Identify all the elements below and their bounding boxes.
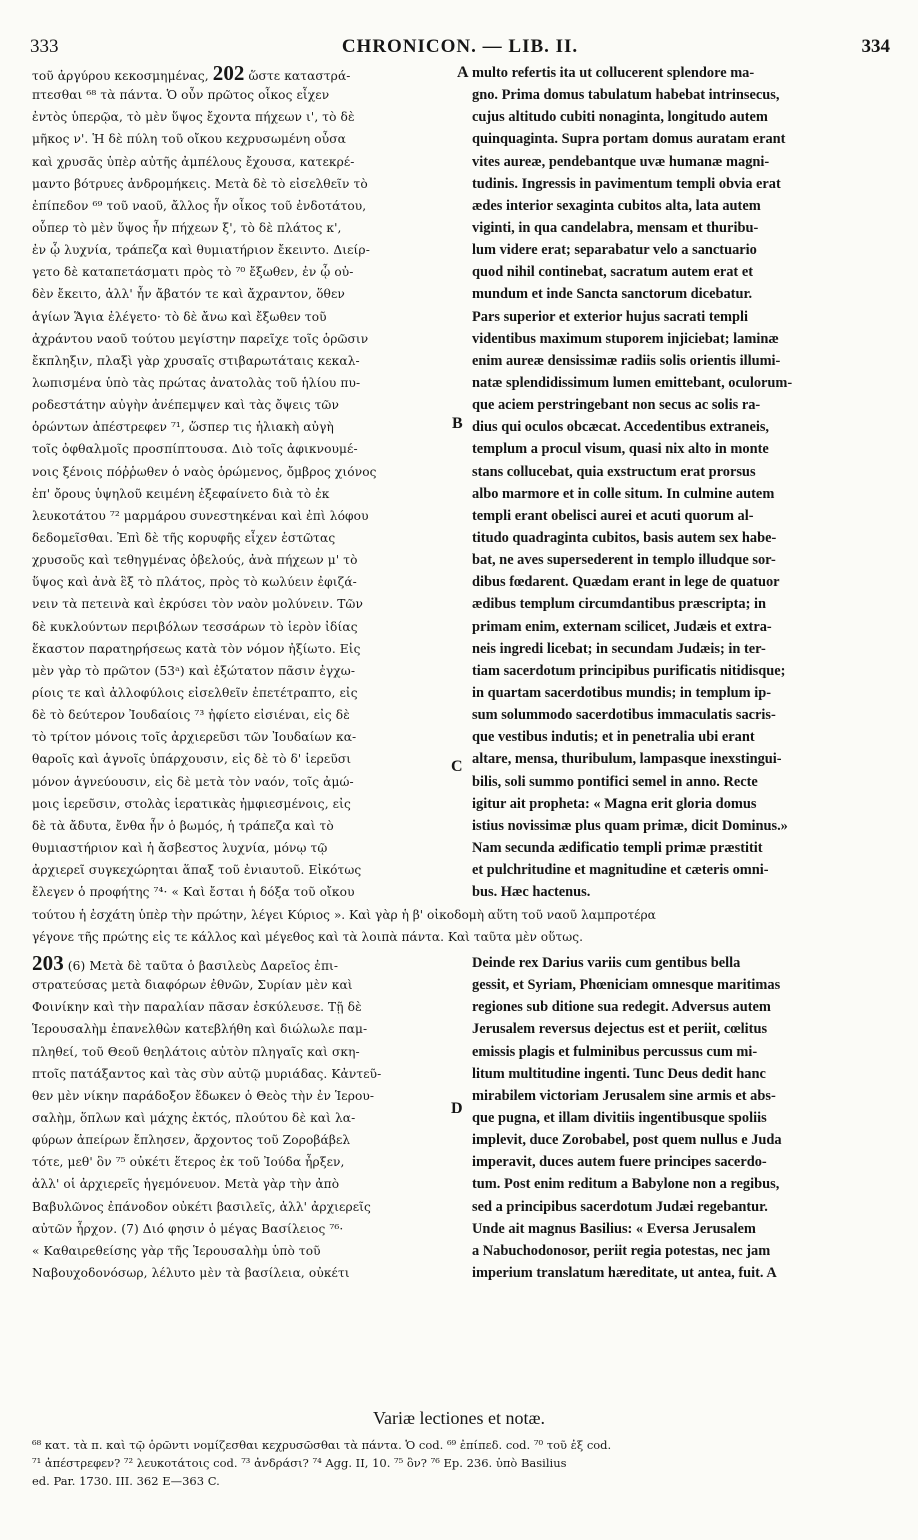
greek-line <box>32 837 462 859</box>
greek-text: μόνον ἁγνεύουσιν, εἰς δὲ μετὰ τὸν ναόν, τοῖς ἀμώ- <box>32 774 354 789</box>
latin-column-top <box>472 62 884 903</box>
latin-line: multo refertis ita ut collucerent splendore ma- <box>472 65 755 81</box>
greek-line <box>32 328 462 350</box>
latin-line: dibus fœdarent. Quædam erant in lege de quatuor <box>472 574 780 591</box>
latin-line: mirabilem victoriam Jerusalem sine armis et abs- <box>472 1087 776 1104</box>
latin-line: tiam sacerdotum principibus purificatis nitidisque; <box>472 662 786 679</box>
greek-line <box>32 638 462 660</box>
latin-line: bat, ne aves supersederent in templo illudque sor- <box>472 552 776 569</box>
note-line: ⁷¹ ἀπέστρεφεν? ⁷² λευκοτάτοις cod. ⁷³ ἀνδράσι? ⁷⁴ Agg. II, 10. ⁷⁵ ὃν? ⁷⁶ Ep. 236. ὑπὸ Basilius <box>32 1456 567 1470</box>
greek-line <box>32 1173 462 1195</box>
latin-line: albo marmore et in colle situm. In culmine autem <box>472 485 775 502</box>
notes-block <box>32 1436 886 1490</box>
latin-line: gessit, et Syriam, Phœniciam omnesque maritimas <box>472 977 781 994</box>
greek-text: θυμιαστήριον καὶ ἡ ἄσβεστος λυχνία, μόνῳ τῷ <box>32 840 328 855</box>
greek-text: νειν τὰ πετεινὰ καὶ ἐκρύσει τὸν ναὸν μολύνειν. Τῶν <box>32 597 363 612</box>
greek-text: ὥστε καταστρά- <box>244 69 351 83</box>
latin-line: dius qui oculos obcæcat. Accedentibus extraneis, <box>472 419 770 436</box>
greek-line <box>32 1085 462 1107</box>
margin-marker-a: A <box>457 64 469 81</box>
greek-line <box>32 859 462 881</box>
greek-line <box>32 84 462 106</box>
greek-line <box>32 128 462 150</box>
full-width-line-2: γέγονε τῆς πρώτης εἰς τε κάλλος καὶ μέγεθος καὶ τὰ λοιπὰ πάντα. Καὶ ταῦτα μὲν οὕτως. <box>32 930 583 944</box>
latin-line: regiones sub ditione sua redegit. Adversus autem <box>472 999 771 1016</box>
greek-line <box>32 173 462 195</box>
margin-marker-b: B <box>452 415 463 432</box>
greek-line <box>32 571 462 593</box>
greek-text: ἔκπληξιν, πλαξὶ γὰρ χρυσαῖς στιβαρωτάταις κεκαλ- <box>32 353 360 368</box>
latin-line: videntibus maximum stuporem injiciebat; laminæ <box>472 330 779 347</box>
page-number-right: 334 <box>861 36 890 57</box>
latin-line: emissis plagis et fulminibus percussus cum mi- <box>472 1043 758 1060</box>
greek-text: (6) Μετὰ δὲ ταῦτα ὁ βασιλεὺς Δαρεῖος ἐπι- <box>63 959 339 973</box>
greek-text: δὲ τὸ δεύτερον Ἰουδαίοις ⁷³ ἠφίετο εἰσιέναι, εἰς δὲ <box>32 708 350 723</box>
greek-text: ἀρχιερεῖ συγκεχώρηται ἅπαξ τοῦ ἐνιαυτοῦ. Εἰκότως <box>32 863 362 878</box>
greek-text: ὕψος καὶ ἀνὰ ἓξ τὸ πλάτος, πρὸς τὸ κωλύειν ἐφιζά- <box>32 575 357 590</box>
latin-line: templum a procul visum, quasi nix alto in monte <box>472 441 769 458</box>
latin-line: imperavit, duces autem fuere principes sacerdo- <box>472 1154 767 1171</box>
greek-text: ρίοις τε καὶ ἀλλοφύλοις εἰσελθεῖν ἐπετέτραπτο, εἰς <box>32 685 358 700</box>
greek-text: στρατεύσας μετὰ διαφόρων ἐθνῶν, Συρίαν μὲν καὶ <box>32 978 353 993</box>
latin-line: que vestibus indutis; et in penetralia ubi erant <box>472 729 755 746</box>
greek-text: σαλὴμ, ὅπλων καὶ μάχης ἐκτός, πλούτου δὲ καὶ λα- <box>32 1110 356 1125</box>
greek-line <box>32 616 462 638</box>
greek-text: μοις ἱερεῦσιν, στολὰς ἱερατικὰς ἠμφιεσμένοις, εἰς <box>32 796 351 811</box>
greek-text: δεδομεῖσθαι. Ἐπὶ δὲ τῆς κορυφῆς εἶχεν ἑστῶτας <box>32 530 336 545</box>
greek-line <box>32 1196 462 1218</box>
greek-line <box>32 239 462 261</box>
greek-column-top <box>32 62 462 903</box>
greek-line <box>32 1041 462 1063</box>
greek-text: Ἱερουσαλὴμ ἐπανελθὼν κατεβλήθη καὶ διώλωλε παμ- <box>32 1022 368 1037</box>
greek-text: Ναβουχοδονόσωρ, λέλυτο μὲν τὰ βασίλεια, οὐκέτι <box>32 1265 350 1280</box>
latin-line: altare, mensa, thuribulum, lampasque inexstingui- <box>472 751 782 768</box>
latin-line: a Nabuchodonosor, periit regia potestas, nec jam <box>472 1242 771 1259</box>
greek-line <box>32 952 462 974</box>
greek-line <box>32 1218 462 1240</box>
greek-line <box>32 505 462 527</box>
latin-line: neis ingredi licebat; in secundam Judæis; in ter- <box>472 640 766 657</box>
latin-line: cujus altitudo cubiti nonaginta, longitudo autem <box>472 109 768 126</box>
greek-text: ἐντὸς ὑπερῷα, τὸ μὲν ὕψος ἔχοντα πήχεων ι', τὸ δὲ <box>32 110 355 125</box>
latin-line: lum videre erat; separabatur velo a sanctuario <box>472 242 757 259</box>
greek-line <box>32 527 462 549</box>
latin-line: ædes interior sexaginta cubitos alta, lata autem <box>472 197 761 214</box>
greek-text: ἐν ᾧ λυχνία, τράπεζα καὶ θυμιατήριον ἔκειντο. Διείρ- <box>32 243 370 258</box>
note-line: ed. Par. 1730. III. 362 E—363 C. <box>32 1474 220 1488</box>
greek-line <box>32 549 462 571</box>
greek-line <box>32 1107 462 1129</box>
greek-text: μὲν γὰρ τὸ πρῶτον (53ᵃ) καὶ ἐξώτατον πᾶσιν ἐγχω- <box>32 663 356 678</box>
greek-line <box>32 306 462 328</box>
greek-text: ἐπίπεδον ⁶⁹ τοῦ ναοῦ, ἄλλος ἦν οἶκος τοῦ ἐνδοτάτου, <box>32 198 367 213</box>
greek-text: τοῦ ἀργύρου κεκοσμημένας, <box>32 69 213 83</box>
latin-column-bottom <box>472 952 884 1284</box>
greek-line <box>32 217 462 239</box>
greek-text: ἐπ' ὄρους ὑψηλοῦ κειμένη ἐξεφαίνετο διὰ τὸ ἐκ <box>32 486 330 501</box>
greek-text: ἔλεγεν ὁ προφήτης ⁷⁴· « Καὶ ἔσται ἡ δόξα τοῦ οἴκου <box>32 885 355 900</box>
greek-text: ἕκαστον παρατηρήσεως κατὰ τὸν νόμον ἠξίωτο. Εἰς <box>32 641 361 656</box>
greek-line <box>32 660 462 682</box>
greek-line <box>32 726 462 748</box>
greek-text: πτεσθαι ⁶⁸ τὰ πάντα. Ὁ οὖν πρῶτος οἶκος εἶχεν <box>32 88 330 103</box>
greek-text: νοις ξένοις πόῤῥωθεν ὁ ναὸς ὁρώμενος, ὄμβρος χιόνος <box>32 464 377 479</box>
greek-text: φύρων ἀπείρων ἔπλησεν, ἄρχοντος τοῦ Ζοροβάβελ <box>32 1133 351 1148</box>
greek-text: μῆκος ν'. Ἡ δὲ πύλη τοῦ οἴκου κεχρυσωμένη οὖσα <box>32 132 347 147</box>
greek-line <box>32 881 462 903</box>
greek-text: ἀχράντου ναοῦ τούτου μεγίστην παρεῖχε τοῖς ὁρῶσιν <box>32 331 369 346</box>
latin-line: Jerusalem reversus dejectus est et periit, cœlitus <box>472 1021 768 1038</box>
greek-line <box>32 283 462 305</box>
greek-text: λωπισμένα ὑπὸ τὰς πρώτας ἀνατολὰς τοῦ ἡλίου πυ- <box>32 375 361 390</box>
latin-line: istius novissimæ plus quam primæ, dicit Dominus.» <box>472 817 788 834</box>
greek-text: Βαβυλῶνος ἐπάνοδον οὐκέτι βασιλεῖς, ἀλλ' ἀρχιερεῖς <box>32 1199 371 1214</box>
greek-text: ἁγίων Ἅγια ἐλέγετο· τὸ δὲ ἄνω καὶ ἔξωθεν τοῦ <box>32 309 327 324</box>
latin-line: imperium translatum hæreditate, ut antea, fuit. A <box>472 1264 777 1281</box>
greek-line <box>32 261 462 283</box>
greek-line <box>32 771 462 793</box>
latin-line: Unde ait magnus Basilius: « Eversa Jerusalem <box>472 1220 756 1237</box>
latin-line: tudinis. Ingressis in pavimentum templi obvia erat <box>472 175 781 192</box>
latin-line: implevit, duce Zorobabel, post quem nullus e Juda <box>472 1132 782 1149</box>
latin-line: Nam secunda ædificatio templi primæ præstitit <box>472 839 763 856</box>
section-number: 203 <box>32 952 64 975</box>
greek-text: δὲν ἔκειτο, ἀλλ' ἦν ἄβατόν τε καὶ ἄχραντον, ὅθεν <box>32 287 345 302</box>
page-number-left: 333 <box>30 36 59 57</box>
margin-marker-d: D <box>451 1100 463 1117</box>
section-number: 202 <box>212 62 245 85</box>
latin-line: tum. Post enim reditum a Babylone non a regibus, <box>472 1176 780 1193</box>
greek-line <box>32 416 462 438</box>
greek-text: « Καθαιρεθείσης γὰρ τῆς Ἱερουσαλὴμ ὑπὸ τοῦ <box>32 1243 321 1258</box>
greek-line <box>32 483 462 505</box>
greek-text: τότε, μεθ' ὃν ⁷⁵ οὐκέτι ἕτερος ἐκ τοῦ Ἰούδα ἦρξεν, <box>32 1155 345 1170</box>
latin-line: quinquaginta. Supra portam domus auratam erant <box>472 131 786 148</box>
greek-text: ἀλλ' οἱ ἀρχιερεῖς ἡγεμόνευον. Μετὰ γὰρ τὴν ἀπὸ <box>32 1177 340 1192</box>
greek-line <box>32 195 462 217</box>
greek-text: τὸ τρίτον μόνοις τοῖς ἀρχιερεῦσι τῶν Ἰουδαίων κα- <box>32 730 357 745</box>
latin-line: sum solummodo sacerdotibus immaculatis sacris- <box>472 707 776 724</box>
greek-line <box>32 815 462 837</box>
latin-line: stans collucebat, quia exstructum erat prorsus <box>472 463 756 480</box>
latin-line: natæ splendidissimum lumen emittebant, oculorum- <box>472 374 793 391</box>
latin-line: primam enim, externam scilicet, Judæis et extra- <box>472 618 772 635</box>
latin-line: igitur ait propheta: « Magna erit gloria domus <box>472 795 757 812</box>
running-header <box>30 36 890 62</box>
latin-line: litum multitudine ingenti. Tunc Deus dedit hanc <box>472 1065 766 1082</box>
greek-line <box>32 682 462 704</box>
greek-text: ὁρώντων ἀπέστρεφεν ⁷¹, ὥσπερ τις ἡλιακὴ αὐγὴ <box>32 420 334 435</box>
greek-line <box>32 748 462 770</box>
latin-line: vites aureæ, pendebantque uvæ humanæ magni- <box>472 153 770 170</box>
latin-line: templi erant obelisci aurei et acuti quorum al- <box>472 507 754 524</box>
running-title: CHRONICON. — LIB. II. <box>341 36 579 57</box>
greek-line <box>32 1129 462 1151</box>
greek-text: πληθεί, τοῦ Θεοῦ θεηλάτοις αὐτὸν πληγαῖς καὶ σκη- <box>32 1044 360 1059</box>
greek-text: λευκοτάτου ⁷² μαρμάρου συνεστηκέναι καὶ ἐπὶ λόφου <box>32 508 369 523</box>
greek-line <box>32 372 462 394</box>
greek-line <box>32 974 462 996</box>
latin-line: viginti, in qua candelabra, mensam et thuribu- <box>472 219 759 236</box>
greek-text: πτοῖς πατάξαντος καὶ τὰς σὺν αὐτῷ μυριάδας. Κἀντεῦ- <box>32 1066 382 1081</box>
greek-line <box>32 394 462 416</box>
greek-column-bottom <box>32 952 462 1284</box>
greek-line <box>32 438 462 460</box>
greek-line <box>32 461 462 483</box>
greek-text: τοῖς ὀφθαλμοῖς προσπίπτουσα. Διὸ τοῖς ἀφικνουμέ- <box>32 442 358 457</box>
latin-line: in quartam sacerdotibus mundis; in templum ip- <box>472 684 772 701</box>
latin-line: titudo quadraginta cubitos, basis autem sex habe- <box>472 529 777 546</box>
greek-text: μαντο βότρυες ἀνδρομήκεις. Μετὰ δὲ τὸ εἰσελθεῖν τὸ <box>32 176 368 191</box>
greek-line <box>32 1240 462 1262</box>
latin-line: enim aureæ densissimæ radiis solis orientis illumi- <box>472 352 781 369</box>
greek-text: θεν μὲν νίκην παράδοξον ἔδωκεν ὁ Θεὸς τὴν ἐν Ἱερου- <box>32 1088 375 1103</box>
full-width-line-1: τούτου ἡ ἐσχάτη ὑπὲρ τὴν πρώτην, λέγει Κύριος ». Καὶ γὰρ ἡ β' οἰκοδομὴ αὕτη τοῦ ναοῦ λαμπροτέρα <box>32 908 656 922</box>
latin-line: bilis, soli summo pontifici semel in anno. Recte <box>472 773 758 790</box>
greek-text: δὲ κυκλούντων περιβόλων τεσσάρων τὸ ἱερὸν ἰδίας <box>32 619 358 634</box>
greek-text: δὲ τὰ ἄδυτα, ἔνθα ἦν ὁ βωμός, ἡ τράπεζα καὶ τὸ <box>32 818 334 833</box>
greek-text: Φοινίκην καὶ τὴν παραλίαν πᾶσαν ἐσκύλευσε. Τῇ δὲ <box>32 1000 362 1015</box>
greek-text: καὶ χρυσᾶς ὑπὲρ αὐτῆς ἀμπέλους ἔχουσα, κατεκρέ- <box>32 154 355 169</box>
greek-text: αὐτῶν ἦρχον. (7) Διό φησιν ὁ μέγας Βασίλειος ⁷⁶· <box>32 1221 344 1236</box>
latin-line: et pulchritudine et magnitudine et cæteris omni- <box>472 862 769 879</box>
greek-line <box>32 1063 462 1085</box>
greek-line <box>32 350 462 372</box>
latin-line: que aciem perstringebant non secus ac solis ra- <box>472 397 761 414</box>
note-line: ⁶⁸ κατ. τὰ π. καὶ τῷ ὁρῶντι νομίζεσθαι κεχρυσῶσθαι τὰ πάντα. Ὁ cod. ⁶⁹ ἐπίπεδ. cod. ⁷⁰ τοῦ ἐξ cod. <box>32 1438 612 1452</box>
greek-text: οὗπερ τὸ μὲν ὕψος ἦν πήχεων ξ', τὸ δὲ πλάτος κ', <box>32 220 342 235</box>
latin-line: Deinde rex Darius variis cum gentibus bella <box>472 955 741 971</box>
latin-line: quod nihil continebat, sacratum autem erat et <box>472 264 754 281</box>
latin-line: gno. Prima domus tabulatum habebat intrinsecus, <box>472 87 780 104</box>
greek-line <box>32 1262 462 1284</box>
margin-marker-c: C <box>451 758 463 775</box>
latin-line: ædibus templum circumdantibus præscripta; in <box>472 596 766 613</box>
greek-line <box>32 151 462 173</box>
latin-line: bus. Hæc hactenus. <box>472 884 591 901</box>
latin-line: que pugna, et illam divitiis ingentibusque spoliis <box>472 1109 767 1126</box>
notes-title: Variæ lectiones et notæ. <box>373 1408 545 1428</box>
latin-line: sed a principibus sacerdotum Judæi regebantur. <box>472 1198 768 1215</box>
greek-text: χρυσοῦς καὶ τεθηγμένας ὀβελούς, ἀνὰ πήχεων μ' τὸ <box>32 553 358 568</box>
greek-text: θαροῖς καὶ ἁγνοῖς ὑπάρχουσιν, εἰς δὲ τὸ δ' ἱερεῦσι <box>32 752 352 767</box>
greek-line <box>32 996 462 1018</box>
greek-line <box>32 593 462 615</box>
greek-line <box>32 1018 462 1040</box>
greek-line <box>32 62 462 84</box>
latin-line: mundum et inde Sancta sanctorum dicebatur. <box>472 286 753 303</box>
latin-line: Pars superior et exterior hujus sacrati templi <box>472 308 749 325</box>
greek-line <box>32 106 462 128</box>
greek-line <box>32 704 462 726</box>
greek-line <box>32 1151 462 1173</box>
greek-text: ροδεστάτην αὐγὴν ἀνέπεμψεν καὶ τὰς ὄψεις τῶν <box>32 398 339 413</box>
greek-text: γετο δὲ καταπετάσματι πρὸς τὸ ⁷⁰ ἔξωθεν, ἐν ᾧ οὐ- <box>32 265 354 280</box>
greek-line <box>32 793 462 815</box>
